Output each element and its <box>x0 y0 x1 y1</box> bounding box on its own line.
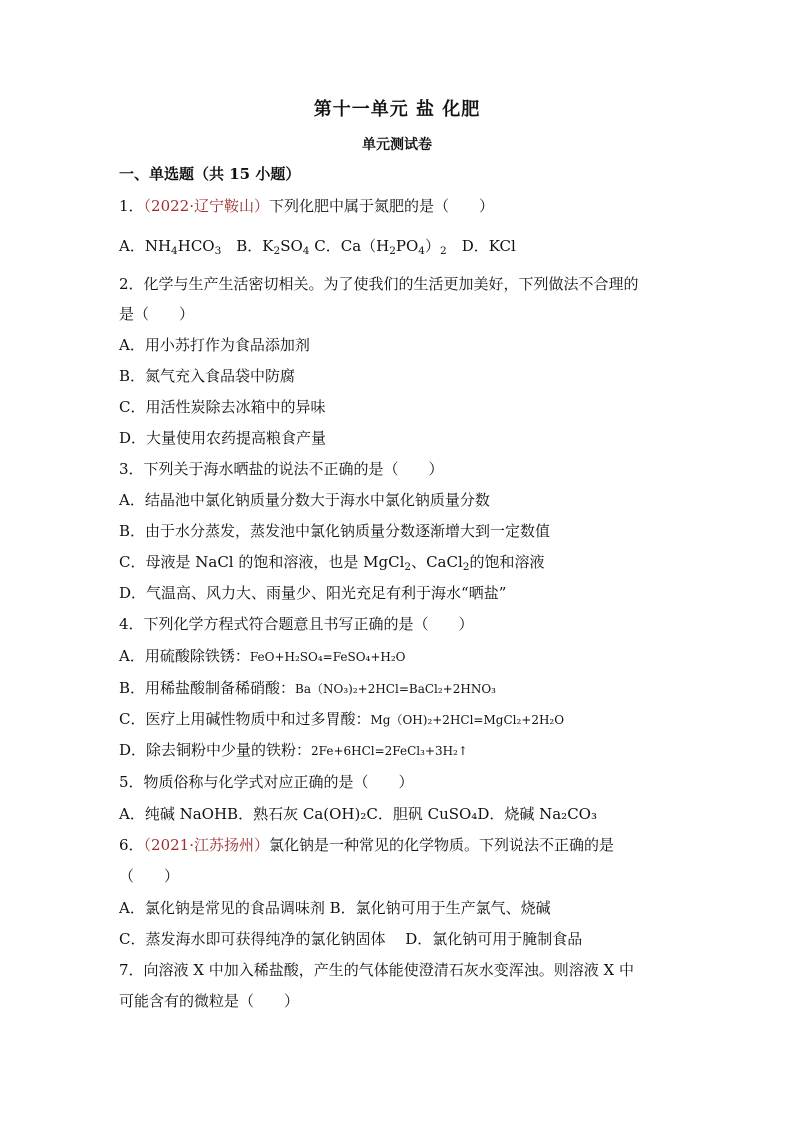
question-3-option-c: C．母液是 NaCl 的饱和溶液，也是 MgCl$_2$、CaCl$_2$的饱和溶液 <box>119 553 545 574</box>
question-6-stem: 6．（2021·江苏扬州）氯化钠是一种常见的化学物质。下列说法不正确的是 <box>119 836 615 854</box>
question-2-option-b: B．氮气充入食品袋中防腐 <box>119 367 296 385</box>
question-4-stem: 4．下列化学方程式符合题意且书写正确的是（ ） <box>119 615 474 633</box>
question-1-options: A．$NH_4HCO_3$ B．$K_2SO_4$ C．$Ca(H_2PO_4)_2$ D．KCl <box>119 237 516 258</box>
question-4-option-c: C．医疗上用碱性物质中和过多胃酸：Mg（OH)₂+2HCl=MgCl₂+2H₂O <box>119 710 565 728</box>
question-3-stem: 3．下列关于海水晒盐的说法不正确的是（ ） <box>119 460 444 478</box>
equation: 2Fe+6HCl=2FeCl₃+3H₂↑ <box>311 744 468 758</box>
equation: FeO+H₂SO₄=FeSO₄+H₂O <box>249 650 406 664</box>
question-6-stem-line2: （ ） <box>119 867 180 885</box>
question-6-options-ab: A．氯化钠是常见的食品调味剂 B．氯化钠可用于生产氯气、烧碱 <box>119 899 551 917</box>
question-6-options-cd: C．蒸发海水即可获得纯净的氯化钠固体 D．氯化钠可用于腌制食品 <box>119 930 583 948</box>
question-7-stem-line1: 7．向溶液 X 中加入稀盐酸，产生的气体能使澄清石灰水变浑浊。则溶液 X 中 <box>119 961 634 979</box>
question-5-options: A．纯碱 NaOHB．熟石灰 Ca(OH)₂C．胆矾 CuSO₄D．烧碱 Na₂CO₃ <box>119 805 597 823</box>
question-3-option-b: B．由于水分蒸发，蒸发池中氯化钠质量分数逐渐增大到一定数值 <box>119 522 551 540</box>
question-2-option-c: C．用活性炭除去冰箱中的异味 <box>119 398 326 416</box>
equation: Mg（OH)₂+2HCl=MgCl₂+2H₂O <box>370 713 565 727</box>
question-4-option-d: D．除去铜粉中少量的铁粉：2Fe+6HCl=2FeCl₃+3H₂↑ <box>119 741 468 759</box>
page-title: 第十一单元 盐 化肥 <box>313 99 481 120</box>
question-3-option-a: A．结晶池中氯化钠质量分数大于海水中氯化钠质量分数 <box>119 491 490 509</box>
equation: Ba（NO₃)₂+2HCl=BaCl₂+2HNO₃ <box>295 682 496 696</box>
question-2-option-a: A．用小苏打作为食品添加剂 <box>119 336 310 354</box>
question-2-option-d: D．大量使用农药提高粮食产量 <box>119 429 327 447</box>
question-1-source: （2022·辽宁鞍山） <box>143 197 269 215</box>
question-3-option-d: D．气温高、风力大、雨量少、阳光充足有利于海水“晒盐” <box>119 584 507 602</box>
question-7-stem-line2: 可能含有的微粒是（ ） <box>119 992 300 1010</box>
question-2-stem-line1: 2．化学与生产生活密切相关。为了使我们的生活更加美好，下列做法不合理的 <box>119 275 639 293</box>
question-4-option-b: B．用稀盐酸制备稀硝酸：Ba（NO₃)₂+2HCl=BaCl₂+2HNO₃ <box>119 679 496 697</box>
question-6-source: （2021·江苏扬州） <box>143 836 269 854</box>
question-5-stem: 5．物质俗称与化学式对应正确的是（ ） <box>119 773 414 791</box>
question-1-stem: 1．（2022·辽宁鞍山）下列化肥中属于氮肥的是（ ） <box>119 197 495 215</box>
question-4-option-a: A．用硫酸除铁锈：FeO+H₂SO₄=FeSO₄+H₂O <box>119 647 406 665</box>
question-2-stem-line2: 是（ ） <box>119 305 195 323</box>
section-heading: 一、单选题（共 15 小题） <box>119 165 301 183</box>
page-subtitle: 单元测试卷 <box>362 137 432 153</box>
